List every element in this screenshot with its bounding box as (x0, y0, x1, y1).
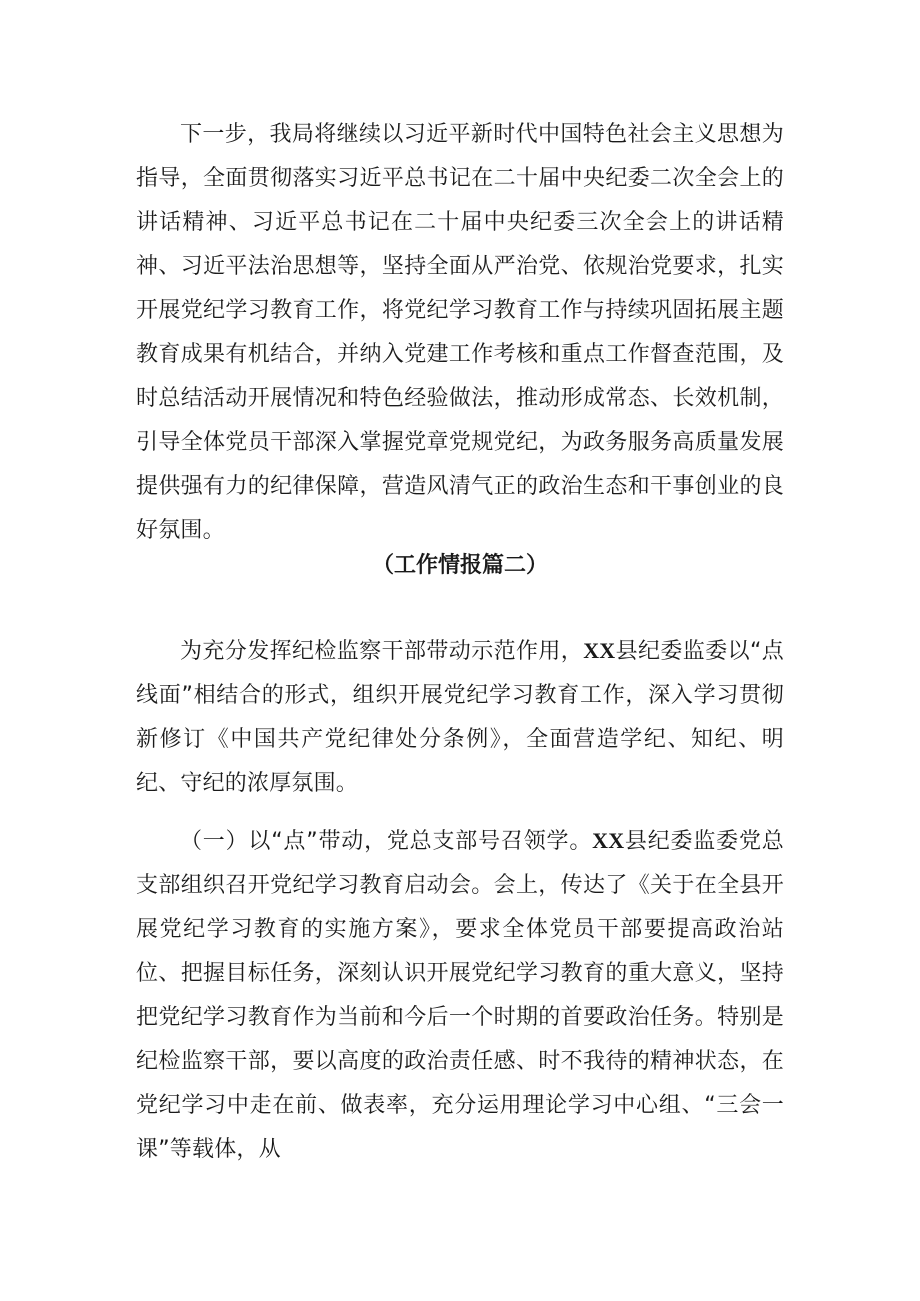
paragraph-intro (136, 629, 784, 819)
paragraph-section-one (136, 819, 784, 1172)
section-one-body: 县纪委监委党总支部组织召开党纪学习教育启动会。会上，传达了《关于在全县开展党纪学习教育的实施方案》，要求全体党员干部要提高政治站位、把握目标任务，深刻认识开展党纪学习教育的重大意义，坚持把党纪学习教育作为当前和今后一个时期的首要政治任务。特别是纪检监察干部，要以高度的政治责任感、时不我待的精神状态，在党纪学习中走在前、做表率，充分运用理论学习中心组、“三会一课”等载体，从 (136, 829, 784, 1162)
org-name-xx: XX (583, 638, 616, 663)
section-heading: （工作情报篇二） (371, 553, 548, 578)
intro-text-after: 县纪委监委以“点线面”相结合的形式，组织开展党纪学习教育工作，深入学习贯彻新修订《中国共产党纪律处分条例》，全面营造学纪、知纪、明纪、守纪的浓厚氛围。 (136, 639, 785, 796)
org-name-xx-2: XX (592, 828, 625, 853)
intro-text-before: 为充分发挥纪检监察干部带动示范作用， (180, 639, 584, 664)
section-one-subheading: （一）以“点”带动，党总支部号召领学。 (180, 829, 593, 854)
paragraph-next-steps: 下一步，我局将继续以习近平新时代中国特色社会主义思想为指导，全面贯彻落实习近平总书记在二十届中央纪委二次全会上的讲话精神、习近平总书记在二十届中央纪委三次全会上的讲话精神、习近平法治思想等，坚持全面从严治党、依规治党要求，扎实开展党纪学习教育工作，将党纪学习教育工作与持续巩固拓展主题教育成果有机结合，并纳入党建工作考核和重点工作督查范围，及时总结活动开展情况和特色经验做法，推动形成常态、长效机制，引导全体党员干部深入掌握党章党规党纪，为政务服务高质量发展提供强有力的纪律保障，营造风清气正的政治生态和干事创业的良好氛围。 (136, 122, 784, 543)
